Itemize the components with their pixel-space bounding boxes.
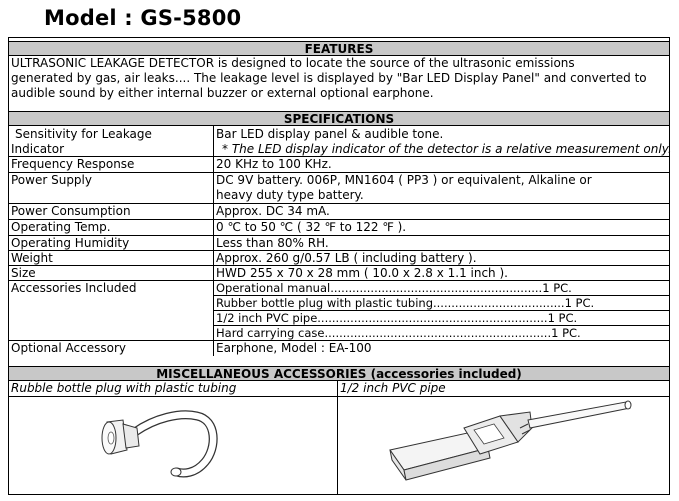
features-header: FEATURES xyxy=(8,41,670,56)
spec-value-power-supply: DC 9V battery. 006P, MN1604 ( PP3 ) or equivalent, Alkaline or xyxy=(216,173,592,187)
accessory-item: Operational manual..........................................................1 PC. xyxy=(216,281,572,295)
spec-value-size: HWD 255 x 70 x 28 mm ( 10.0 x 2.8 x 1.1 inch ). xyxy=(216,266,508,280)
misc-right-caption: 1/2 inch PVC pipe xyxy=(340,381,446,395)
spec-value-operating-humidity: Less than 80% RH. xyxy=(216,236,329,250)
accessory-item: 1/2 inch PVC pipe...............................................................1 PC. xyxy=(216,311,578,325)
spec-label-accessories: Accessories Included xyxy=(11,281,137,295)
spec-value-operating-temp: 0 ℃ to 50 ℃ ( 32 ℉ to 122 ℉ ). xyxy=(216,220,407,234)
misc-header: MISCELLANEOUS ACCESSORIES (accessories included) xyxy=(8,366,670,381)
features-line-3: audible sound by either internal buzzer or external optional earphone. xyxy=(11,86,434,100)
features-line-1: ULTRASONIC LEAKAGE DETECTOR is designed to locate the source of the ultrasonic emissions xyxy=(11,56,575,70)
spec-label-operating-temp: Operating Temp. xyxy=(11,220,111,234)
spec-label-power-supply: Power Supply xyxy=(11,173,92,187)
page-title: Model : GS-5800 xyxy=(44,6,242,30)
detector-pvc-pipe-illustration xyxy=(380,398,640,492)
spec-value-sensitivity-note: * The LED display indicator of the detector is a relative measurement only. xyxy=(222,142,672,156)
misc-column-divider xyxy=(337,381,338,495)
spec-label-operating-humidity: Operating Humidity xyxy=(11,236,130,250)
spec-column-divider xyxy=(213,126,214,356)
spec-value-power-consumption: Approx. DC 34 mA. xyxy=(216,204,330,218)
misc-left-caption: Rubble bottle plug with plastic tubing xyxy=(11,381,237,395)
spec-label-power-consumption: Power Consumption xyxy=(11,204,131,218)
spec-label-weight: Weight xyxy=(11,251,53,265)
accessory-item: Rubber bottle plug with plastic tubing....................................1 PC. xyxy=(216,296,595,310)
rubber-plug-tubing-illustration xyxy=(95,400,225,490)
spec-value-sensitivity: Bar LED display panel & audible tone. xyxy=(216,127,444,141)
features-line-2: generated by gas, air leaks.... The leakage level is displayed by "Bar LED Display Panel" and converted to xyxy=(11,71,647,85)
spec-label-frequency: Frequency Response xyxy=(11,157,135,171)
spec-label-sensitivity: Sensitivity for Leakage xyxy=(15,127,152,141)
spec-label-sensitivity-2: Indicator xyxy=(11,142,65,156)
accessory-item: Hard carrying case..............................................................1 PC. xyxy=(216,326,581,340)
spec-value-optional-accessory: Earphone, Model : EA-100 xyxy=(216,341,372,355)
spec-value-power-supply-2: heavy duty type battery. xyxy=(216,188,364,202)
spec-label-optional-accessory: Optional Accessory xyxy=(11,341,127,355)
misc-caption-divider xyxy=(8,396,670,397)
spec-value-weight: Approx. 260 g/0.57 LB ( including battery ). xyxy=(216,251,477,265)
spec-value-frequency: 20 KHz to 100 KHz. xyxy=(216,157,332,171)
spec-label-size: Size xyxy=(11,266,36,280)
specifications-header: SPECIFICATIONS xyxy=(8,111,670,126)
